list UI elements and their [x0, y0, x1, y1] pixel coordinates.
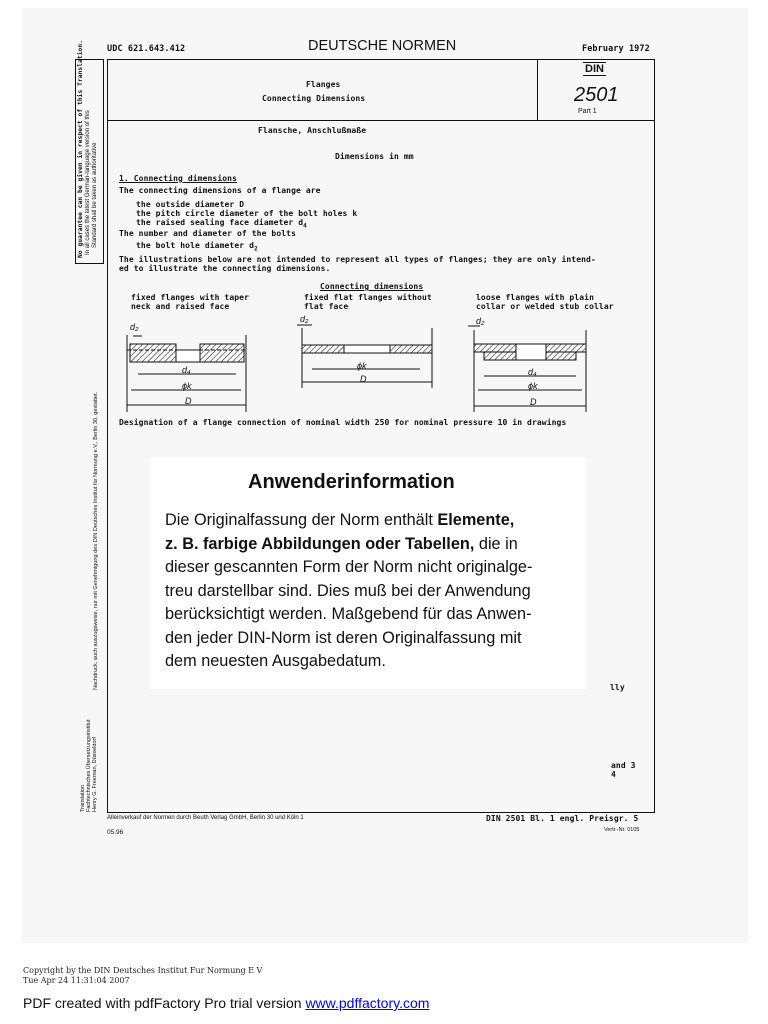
german-title: Flansche, Anschlußmaße [258, 126, 367, 135]
publication-title: DEUTSCHE NORMEN [308, 38, 457, 54]
warning-line-1: No guarantee can be given in respect of this Translation. [77, 39, 84, 258]
bolt-hole-diameter: the bolt hole diameter $d_2$ [136, 241, 258, 253]
illustration-note-2: ed to illustrate the connecting dimensions. [119, 264, 331, 273]
edition-code: 05.96 [107, 829, 124, 836]
item-sealing-face: the raised sealing face diameter $d_4$ [136, 218, 307, 230]
label-d4-3: d₄ [528, 367, 537, 377]
overlay-line-2: z. B. farbige Abbildungen oder Tabellen, die in [165, 535, 518, 553]
bolts-intro: The number and diameter of the bolts [119, 229, 296, 238]
din-logo: DIN [585, 63, 604, 75]
label-d2-1: d₂ [130, 322, 139, 332]
caption-1-line-2: neck and raised face [131, 302, 230, 311]
label-k-1: ϕk [182, 381, 192, 391]
overlay-line-7: dem neuesten Ausgabedatum. [165, 652, 386, 670]
section-heading: 1. Connecting dimensions [119, 174, 237, 183]
fragment-lly: lly [610, 683, 625, 692]
label-D-2: D [360, 374, 367, 384]
intro-text: The connecting dimensions of a flange are [119, 186, 321, 195]
caption-3-line-2: collar or welded stub collar [476, 302, 614, 311]
overlay-line-3: dieser gescannten Form der Norm nicht originalge- [165, 558, 533, 576]
label-D-1: D [185, 396, 192, 406]
warning-line-3: Standard shall be taken as authoritative [92, 142, 98, 248]
overlay-line-4: treu darstellbar sind. Dies muß bei der Anwendung [165, 582, 531, 600]
overlay-title: Anwenderinformation [248, 471, 455, 493]
title-line-1: Flanges [306, 80, 341, 89]
translator-line-2: Fachtechnisches Übersetzungsinstitut [86, 719, 92, 812]
item-pitch-circle: the pitch circle diameter of the bolt holes k [136, 209, 358, 218]
caption-3-line-1: loose flanges with plain [476, 293, 594, 302]
label-k-2: ϕk [357, 361, 367, 371]
reprint-notice: Nachdruck, auch auszugsweise, nur mit Genehmigung des DIN Deutsches Institut für Normung e.V., Berlin 30, gestattet. [93, 391, 99, 690]
fragment-and-3: and 3 [611, 761, 636, 770]
flange-drawing-3 [468, 326, 586, 412]
label-d2-2: d₂ [300, 314, 309, 324]
label-d4-1: d₄ [182, 365, 191, 375]
overlay-line-5: berücksichtigt werden. Maßgebend für das Anwen- [165, 605, 532, 623]
diagram-heading: Connecting dimensions [320, 282, 424, 291]
label-d2-3: d₂ [476, 316, 485, 326]
title-line-2: Connecting Dimensions [262, 94, 366, 103]
translator-line-3: Henry G. Freeman, Düsseldorf [92, 737, 98, 812]
designation-text: Designation of a flange connection of nominal width 250 for nominal pressure 10 in drawings [119, 418, 567, 427]
distribution-number: Vertr.-Nr. 0105 [604, 827, 640, 833]
caption-2-line-2: flat face [304, 302, 349, 311]
overlay-line-1: Die Originalfassung der Norm enthält Elemente, [165, 511, 515, 529]
illustration-note-1: The illustrations below are not intended to represent all types of flanges; they are only intend- [119, 255, 596, 264]
units-note: Dimensions in mm [335, 152, 414, 161]
fragment-4: 4 [611, 770, 616, 779]
label-k-3: ϕk [528, 381, 538, 391]
publication-date: February 1972 [582, 44, 650, 54]
din-reference: DIN 2501 Bl. 1 engl. Preisgr. 5 [486, 814, 639, 823]
overlay-line-6: den jeder DIN-Norm ist deren Originalfassung mit [165, 629, 522, 647]
user-information-box [150, 457, 586, 689]
warning-line-2: In all cases the latest German-language version of this [85, 110, 91, 255]
flange-drawings [0, 0, 768, 440]
label-D-3: D [530, 397, 537, 407]
caption-1-line-1: fixed flanges with taper [131, 293, 249, 302]
translator-line-1: Translation [80, 784, 86, 812]
pdf-factory-notice: PDF created with pdfFactory Pro trial version www.pdffactory.com [23, 995, 430, 1011]
caption-2-line-1: fixed flat flanges without [304, 293, 432, 302]
copyright-line: Copyright by the DIN Deutsches Institut Fur Normung E V [23, 966, 263, 975]
timestamp-line: Tue Apr 24 11:31:04 2007 [23, 976, 130, 985]
standard-number: 2501 [574, 84, 619, 106]
pdf-factory-link[interactable]: www.pdffactory.com [305, 995, 430, 1011]
item-outside-diameter: the outside diameter D [136, 200, 245, 209]
sales-notice: Alleinverkauf der Normen durch Beuth Verlag GmbH, Berlin 30 und Köln 1 [107, 815, 304, 821]
part-number: Part 1 [578, 108, 597, 115]
udc-code: UDC 621.643.412 [107, 44, 186, 54]
